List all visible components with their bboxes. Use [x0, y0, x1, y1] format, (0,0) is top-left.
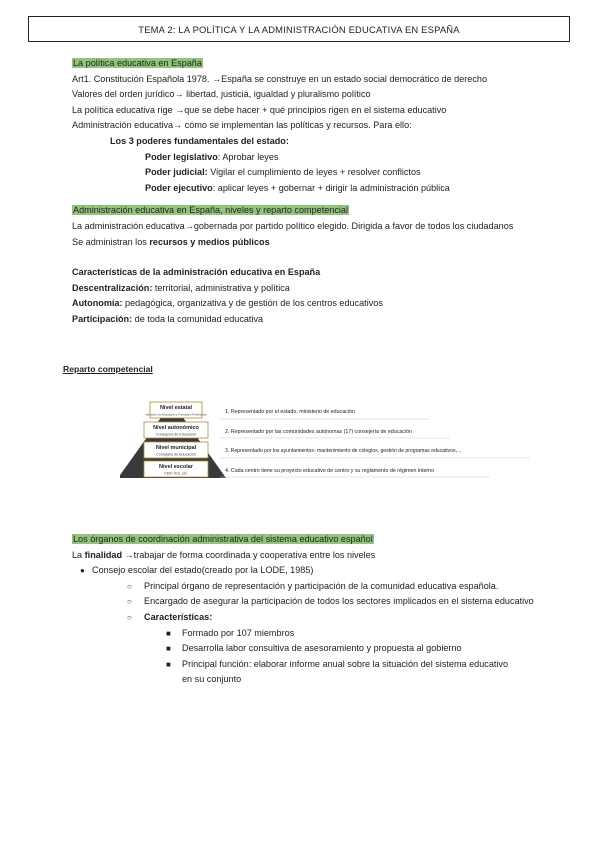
reparto-pyramid-diagram — [120, 400, 540, 480]
section3-title: Características de la administración educativa en España — [72, 267, 321, 278]
list-item: ■ Desarrolla labor consultiva de asesoramiento y propuesta al gobierno — [72, 641, 572, 657]
level-description: 1. Representado por el estado, ministerio de educación — [225, 409, 355, 415]
level-description: 3. Representado por los ayuntamientos- mantenimiento de colegios, gestión de programas educativos,... — [225, 448, 462, 454]
reparto-title: Reparto competencial — [63, 364, 153, 374]
bullet-marker: ○ — [127, 597, 132, 607]
s1-line: Art1. Constitución Española 1978. →España se construye en un estado social democrático de derecho — [72, 73, 488, 84]
s3-item: Autonomía: pedagógica, organizativa y de gestión de los centros educativos — [72, 298, 383, 309]
list-item: ■ Principal función: elaborar informe anual sobre la situación del sistema educativo en su conjunto — [166, 658, 509, 685]
section1-heading: La política educativa en España — [73, 58, 202, 68]
main-content — [72, 56, 572, 328]
bullet-marker: ■ — [166, 644, 171, 654]
list-item: ○ Encargado de asegurar la participación de todos los sectores implicados en el sistema educativo — [72, 594, 542, 610]
power-item: Poder legislativo: Aprobar leyes — [145, 151, 279, 162]
document-title: TEMA 2: LA POLÍTICA Y LA ADMINISTRACIÓN EDUCATIVA EN ESPAÑA — [138, 23, 460, 35]
level-sub: Ministerio de Educación y Formación Profesional — [145, 412, 207, 417]
finalidad-line: La finalidad →trabajar de forma coordinada y cooperativa entre los niveles — [72, 549, 376, 560]
section4 — [72, 532, 572, 688]
list-item: ○ Características: — [72, 610, 572, 626]
section4-heading: Los órganos de coordinación administrativa del sistema educativo español — [73, 534, 373, 544]
level-name: Nivel estatal — [159, 405, 193, 411]
s1-line: La política educativa rige →que se debe hacer + qué principios rigen en el sistema educativo — [72, 104, 447, 115]
level-name: Nivel escolar — [159, 464, 193, 470]
s1-line: Valores del orden jurídico→ libertad, justicia, igualdad y pluralismo político — [72, 89, 371, 100]
s2-line: Se administran los recursos y medios públicos — [72, 236, 270, 247]
document-title-box — [28, 16, 570, 42]
s1-line: Administración educativa→ cómo se implementan las políticas y recursos. Para ello: — [72, 120, 412, 131]
power-item: Poder judicial: Vigilar el cumplimiento de leyes + resolver conflictos — [145, 167, 421, 178]
bullet-marker: ● — [80, 566, 85, 576]
s3-item: Participación: de toda la comunidad educativa — [72, 313, 264, 324]
level-sub: Consejería de Educación — [155, 432, 197, 437]
list-item: ○ Principal órgano de representación y participación de la comunidad educativa española. — [72, 579, 542, 595]
list-item: ● Consejo escolar del estado(creado por la LODE, 1985) — [72, 563, 572, 579]
level-name: Nivel autonómico — [153, 425, 199, 431]
bullet-marker: ■ — [166, 659, 171, 669]
level-sub: CEIP, IES, etc. — [164, 471, 188, 476]
level-description: 4. Cada centro tiene su proyecto educativo de centro y su reglamento de régimen interno — [225, 468, 435, 474]
s2-line: La administración educativa→gobernada por partido político elegido. Dirigida a favor de todos los ciudadanos — [72, 220, 514, 231]
list-item: ■ Formado por 107 miembros — [72, 626, 572, 642]
bullet-marker: ■ — [166, 628, 171, 638]
section2-heading: Administración educativa en España, niveles y reparto competencial — [73, 205, 348, 216]
bullet-marker: ○ — [127, 612, 132, 622]
power-item: Poder ejecutivo: aplicar leyes + gobernar + dirigir la administración pública — [145, 182, 450, 193]
s3-item: Descentralización: territorial, administrativa y política — [72, 282, 290, 293]
level-name: Nivel municipal — [155, 445, 197, 451]
powers-title: Los 3 poderes fundamentales del estado: — [110, 135, 289, 146]
bullet-marker: ○ — [127, 581, 132, 591]
level-sub: Concejalía de Educación — [156, 452, 196, 457]
level-description: 2. Representado por las comunidades autónomas (17) consejería de educación — [225, 429, 412, 435]
